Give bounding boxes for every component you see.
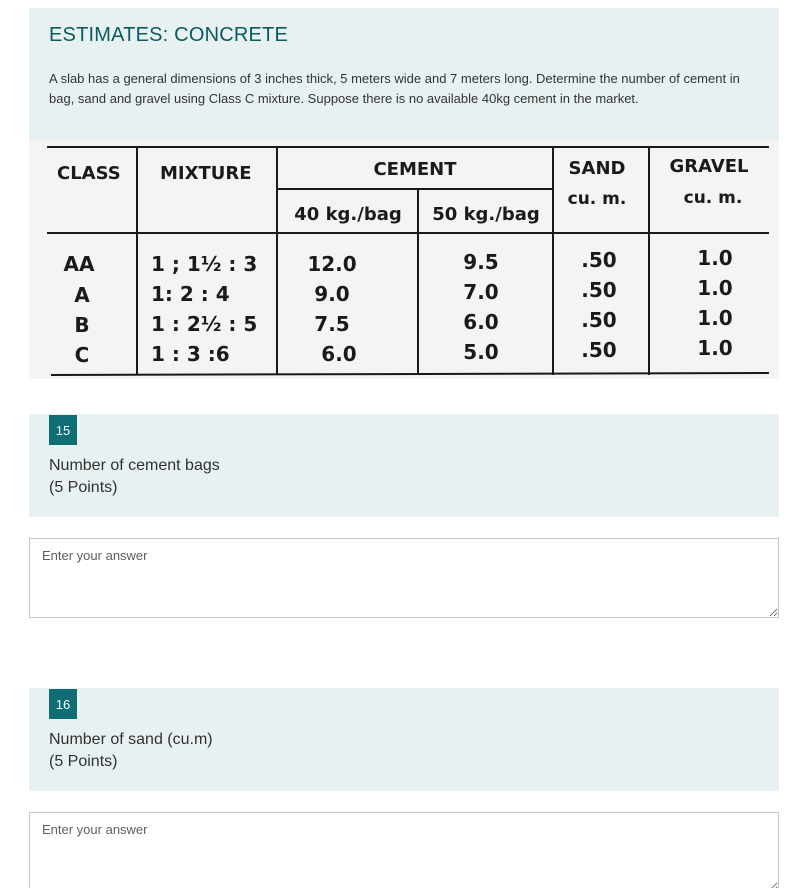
question-card-15 xyxy=(29,414,779,517)
header-cement: CEMENT xyxy=(373,159,457,180)
section-header xyxy=(29,8,779,141)
cell-cement-50: 5.0 xyxy=(463,340,499,364)
question-card-16 xyxy=(29,688,779,791)
table-row xyxy=(74,276,732,307)
cell-mixture: 1 : 2½ : 5 xyxy=(151,312,258,336)
header-cement-50: 50 kg./bag xyxy=(432,204,540,225)
header-gravel: GRAVEL xyxy=(669,156,749,177)
cell-gravel: 1.0 xyxy=(697,246,733,270)
header-sand-unit: cu. m. xyxy=(567,189,627,209)
cell-cement-50: 7.0 xyxy=(463,280,499,304)
question-text: Number of cement bags xyxy=(49,457,220,474)
question-points: (5 Points) xyxy=(49,479,118,496)
cell-class: A xyxy=(74,283,90,307)
header-sand: SAND xyxy=(568,158,626,179)
question-number-badge: 16 xyxy=(49,689,77,719)
question-text: Number of sand (cu.m) xyxy=(49,731,213,748)
cell-gravel: 1.0 xyxy=(697,306,733,330)
question-number-badge: 15 xyxy=(49,415,77,445)
cell-cement-50: 9.5 xyxy=(463,250,499,274)
cell-class: AA xyxy=(63,252,95,276)
cell-mixture: 1 : 3 :6 xyxy=(151,342,230,366)
cell-cement-40: 6.0 xyxy=(321,342,357,366)
cell-cement-40: 9.0 xyxy=(314,282,350,306)
cell-sand: .50 xyxy=(581,248,617,272)
header-cement-40: 40 kg./bag xyxy=(294,204,402,225)
cell-cement-50: 6.0 xyxy=(463,310,499,334)
concrete-proportion-table xyxy=(29,141,779,379)
cell-sand: .50 xyxy=(581,308,617,332)
section-title: ESTIMATES: CONCRETE xyxy=(49,24,289,46)
table-row xyxy=(74,306,732,337)
table-row xyxy=(75,336,733,367)
cell-cement-40: 7.5 xyxy=(314,312,350,336)
table-row xyxy=(64,246,733,276)
section-description: A slab has a general dimensions of 3 inches thick, 5 meters wide and 7 meters long. Determine the number of cement in bag, sand and gravel using Class C mixture. Suppose there is no available 40kg cement in the market. xyxy=(49,71,740,106)
cell-sand: .50 xyxy=(581,278,617,302)
answer-input-15[interactable] xyxy=(29,538,779,618)
cell-mixture: 1: 2 : 4 xyxy=(151,282,230,306)
cell-class: C xyxy=(74,343,90,367)
cell-sand: .50 xyxy=(581,338,617,362)
cell-class: B xyxy=(74,313,90,337)
header-class: CLASS xyxy=(57,163,121,184)
cell-cement-40: 12.0 xyxy=(307,252,357,276)
cell-gravel: 1.0 xyxy=(697,276,733,300)
cell-gravel: 1.0 xyxy=(697,336,733,360)
cell-mixture: 1 ; 1½ : 3 xyxy=(151,252,258,276)
header-mixture: MIXTURE xyxy=(160,163,252,184)
header-gravel-unit: cu. m. xyxy=(683,188,743,208)
answer-input-16[interactable] xyxy=(29,812,779,888)
table-graphic xyxy=(29,141,779,379)
question-points: (5 Points) xyxy=(49,753,118,770)
